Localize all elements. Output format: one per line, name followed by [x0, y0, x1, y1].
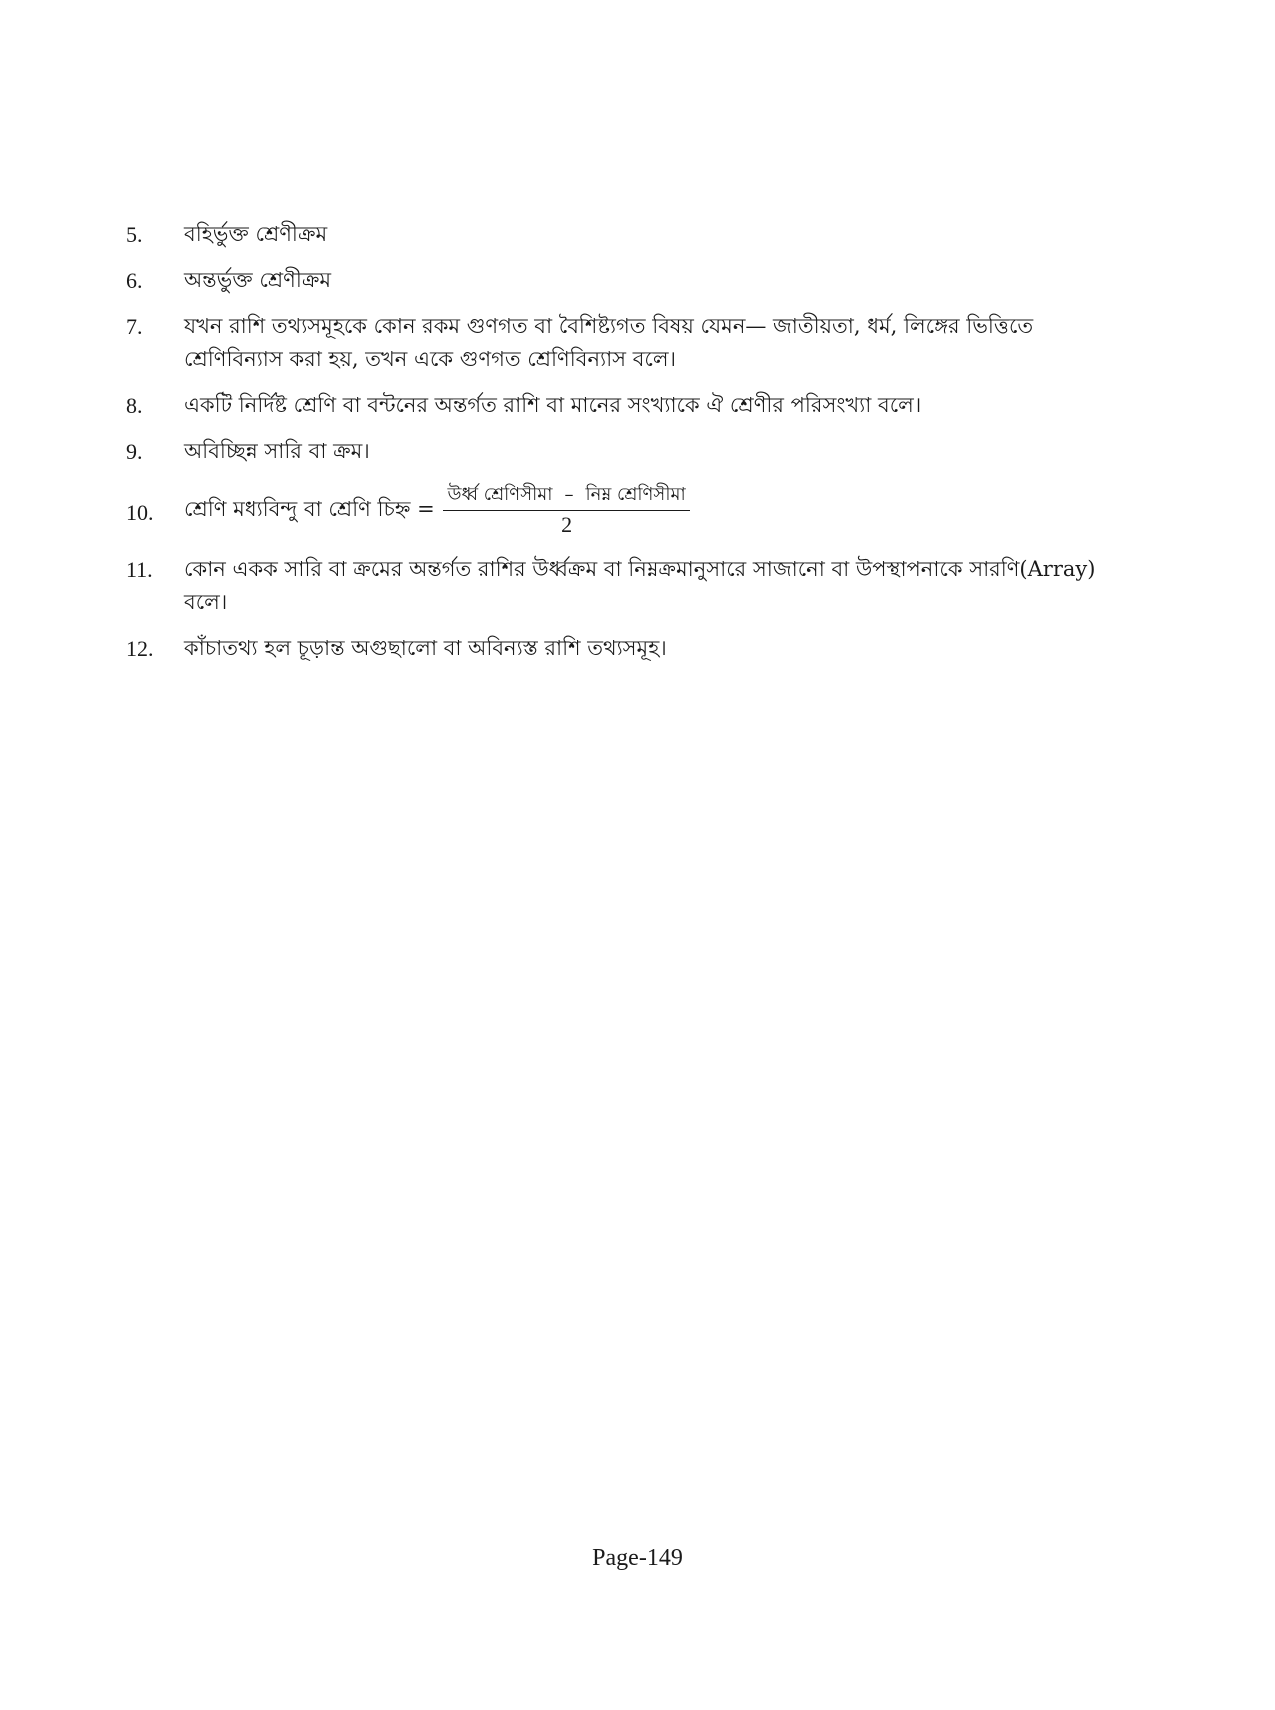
answer-item-10 — [126, 482, 1126, 539]
item-text: যখন রাশি তথ্যসমূহকে কোন রকম গুণগত বা বৈশিষ্ট্যগত বিষয় যেমন— জাতীয়তা, ধর্ম, লিঙ্গের ভিত্তিতে শ্রেণিবিন্যাস করা হয়, তখন একে গুণগত শ্রেণিবিন্যাস বলে। — [184, 314, 1034, 371]
formula-fraction — [443, 482, 689, 539]
lower-class-limit: নিম্ন শ্রেণিসীমা — [585, 484, 686, 505]
answer-item-5 — [126, 218, 1126, 251]
item-text: একটি নির্দিষ্ট শ্রেণি বা বন্টনের অন্তর্গত রাশি বা মানের সংখ্যাকে ঐ শ্রেণীর পরিসংখ্যা বলে। — [184, 393, 922, 417]
item-text: কাঁচাতথ্য হল চূড়ান্ত অগুছালো বা অবিন্যস্ত রাশি তথ্যসমূহ। — [184, 636, 667, 660]
formula — [184, 482, 1126, 539]
answer-list — [126, 218, 1126, 665]
answer-item-11 — [126, 553, 1126, 619]
answer-item-8 — [126, 389, 1126, 422]
answer-item-7 — [126, 310, 1126, 376]
item-number: 10. — [126, 500, 154, 525]
item-number: 12. — [126, 636, 154, 661]
item-number: 8. — [126, 393, 143, 418]
item-text: অবিচ্ছিন্ন সারি বা ক্রম। — [184, 439, 370, 463]
item-number: 9. — [126, 439, 143, 464]
answer-item-6 — [126, 264, 1126, 297]
page-number: Page-149 — [592, 1545, 683, 1571]
item-number: 7. — [126, 314, 143, 339]
minus-sign: – — [564, 484, 574, 505]
fraction-denominator: 2 — [561, 512, 573, 537]
fraction-numerator — [443, 482, 689, 511]
item-text: অন্তর্ভুক্ত শ্রেণীক্রম — [184, 268, 332, 292]
item-number: 5. — [126, 222, 143, 247]
item-text: কোন একক সারি বা ক্রমের অন্তর্গত রাশির উর্ধ্বক্রম বা নিম্নক্রমানুসারে সাজানো বা উপস্থাপনাকে সারণি(Array) বলে। — [184, 557, 1096, 614]
upper-class-limit: উর্ধ্ব শ্রেণিসীমা — [447, 484, 553, 505]
answer-item-12 — [126, 632, 1126, 665]
item-text: বহির্ভুক্ত শ্রেণীক্রম — [184, 222, 328, 246]
item-number: 11. — [126, 557, 153, 582]
answer-item-9 — [126, 435, 1126, 468]
formula-lhs: শ্রেণি মধ্যবিন্দু বা শ্রেণি চিহ্ন = — [184, 497, 435, 521]
item-number: 6. — [126, 268, 143, 293]
